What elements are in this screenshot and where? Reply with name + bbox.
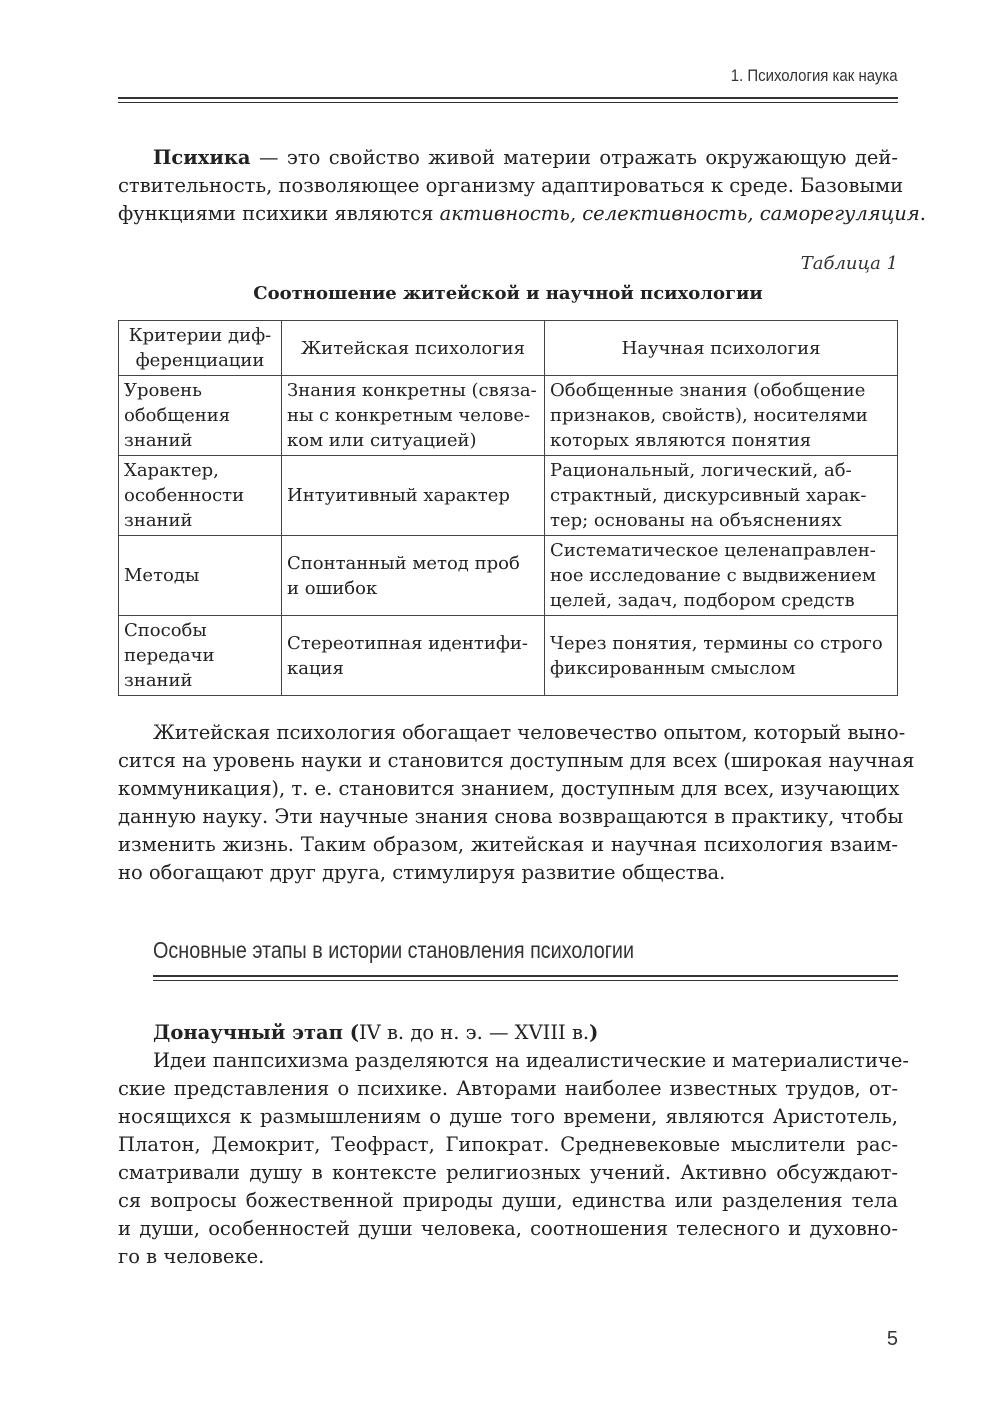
section-rule [153,975,898,981]
row-scientific: Обобщенные знания (обобщение признаков, свойств), носителями которых являются понятия [545,376,898,456]
paragraph-everyday-vs-scientific [118,719,915,887]
term-psyche: Психика [153,146,251,169]
header-rule [118,97,898,103]
paragraph-line: но обогащают друг друга, стимулируя развитие общества. [118,861,726,884]
paragraph-line: изменить жизнь. Таким образом, житейская и научная психология взаим- [118,833,898,856]
table-title: Соотношение житейской и научной психологии [253,283,763,304]
paragraph-line: носящихся к размышлениям о душе того времени, являются Аристотель, [118,1105,898,1128]
paragraph-line: Платон, Демокрит, Теофраст, Гипократ. Средневековые мыслители рас- [118,1133,898,1156]
psyche-functions: активность, селективность, саморегуляция [439,202,920,225]
intro-line: ствительность, позволяющее организму адаптироваться к среде. Базовыми [118,174,904,197]
paragraph-line: и души, особенностей души человека, соотношения телесного и духовно- [118,1217,898,1240]
paragraph-line: Идеи панпсихизма разделяются на идеалистические и материалистиче- [153,1049,909,1072]
paragraph-line: Житейская психология обогащает человечество опытом, который выно- [153,721,906,744]
table-row [119,376,898,456]
header-scientific: Научная психология [545,321,898,376]
row-everyday: Знания конкретны (связа- ны с конкретным челове- ком или ситуацией) [282,376,545,456]
row-scientific: Систематическое целенаправлен- ное исследование с выдвижением целей, задач, подбором средств [545,536,898,616]
row-everyday: Интуитивный характер [282,456,545,536]
row-criterion: Характер, особенности знаний [119,456,282,536]
header-everyday: Житейская психология [282,321,545,376]
paragraph-line: сится на уровень науки и становится доступным для всех (широкая научная [118,749,915,772]
row-everyday: Стереотипная идентифи- кация [282,616,545,696]
header-criteria: Критерии диф- ференциации [119,321,282,376]
prescientific-stage-paragraph [118,1019,909,1271]
paragraph-line: коммуникация), т. е. становится знанием, доступным для всех, изучающих [118,777,900,800]
row-criterion: Способы передачи знаний [119,616,282,696]
row-scientific: Рациональный, логический, аб- страктный, дискурсивный харак- тер; основаны на объяснениях [545,456,898,536]
intro-line: Психика — это свойство живой материи отражать окружающую дей- [153,146,898,169]
row-criterion: Методы [119,536,282,616]
table-label: Таблица 1 [800,253,898,274]
running-head: 1. Психология как наука [731,66,898,85]
table-row [119,536,898,616]
row-scientific: Через понятия, термины со строго фиксированным смыслом [545,616,898,696]
paragraph-line: данную науку. Эти научные знания снова возвращаются в практику, чтобы [118,805,904,828]
row-criterion: Уровень обобщения знаний [119,376,282,456]
subheading: Донаучный этап (IV в. до н. э. — XVIII в.) [153,1021,599,1044]
paragraph-line: ся вопросы божественной природы души, единства или разделения тела [118,1189,898,1212]
page-number: 5 [886,1328,898,1350]
paragraph-line: ские представления о психике. Авторами наиболее известных трудов, от- [118,1077,898,1100]
paragraph-line: сматривали душу в контексте религиозных учений. Активно обсуждают- [118,1161,898,1184]
paragraph-line: го в человеке. [118,1245,265,1268]
table-row [119,456,898,536]
comparison-table [118,320,898,696]
table-row [119,616,898,696]
row-everyday: Спонтанный метод проб и ошибок [282,536,545,616]
intro-paragraph [118,144,926,228]
intro-line: функциями психики являются активность, селективность, саморегуляция. [118,202,926,225]
table-header-row [119,321,898,376]
section-heading: Основные этапы в истории становления психологии [153,937,635,963]
